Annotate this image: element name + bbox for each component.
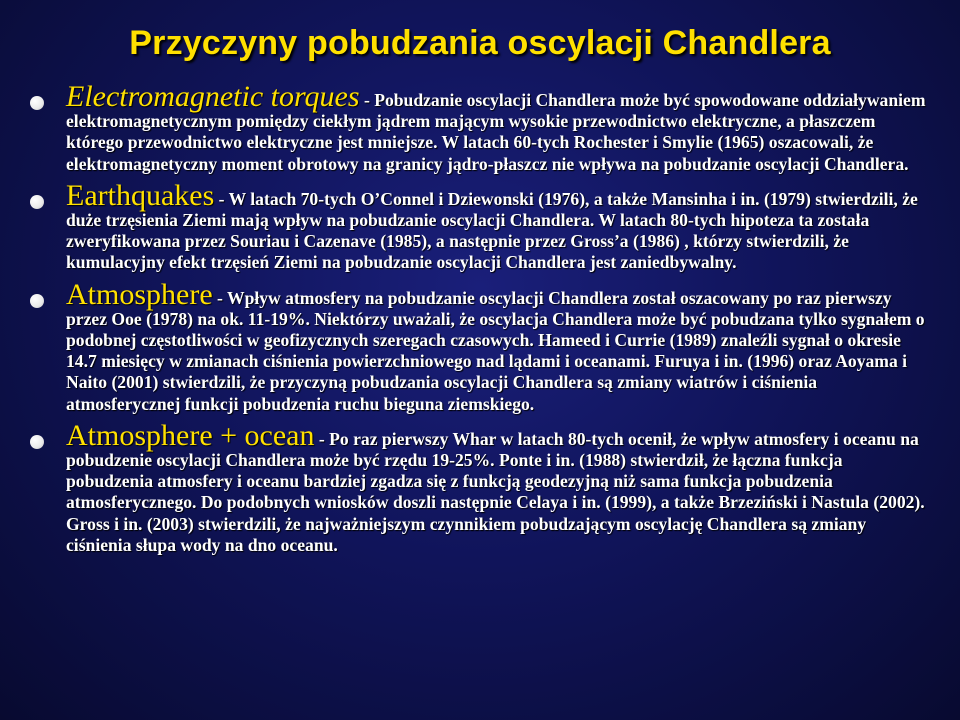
bullet-atmosphere-ocean xyxy=(30,418,930,556)
bullet-earthquakes xyxy=(30,178,930,274)
bullet-text: - W latach 70-tych O’Connel i Dziewonski (1976), a także Mansinha i in. (1979) stwierdzili, że duże trzęsienia Ziemi mają wpływ na pobudzanie oscylacji Chandlera. W latach 80-tych hipoteza ta została zweryfikowana przez Souriau i Cazenave (1985), a następnie przez Gross’a (1986) , którzy stwierdzili, że kumulacyjny efekt trzęsień Ziemi na pobudzanie oscylacji Chandlera jest zaniedbywalny. xyxy=(66,188,918,273)
bullet-electromagnetic-torques xyxy=(30,80,930,175)
bullet-text: - Pobudzanie oscylacji Chandlera może być spowodowane oddziaływaniem elektromagnetycznym pomiędzy ciekłym jądrem mającym wysokie przewodnictwo elektryczne, a płaszczem którego przewodnictwo elektryczne jest mniejsze. W latach 60-tych Rochester i Smylie (1965) oszacowali, że elektromagnetyczny moment obrotowy na granicy jądro-płaszcz nie wpływa na pobudzanie oscylacji Chandlera. xyxy=(66,90,926,174)
bullet-dot-icon xyxy=(30,294,44,308)
bullet-list xyxy=(30,80,930,556)
bullet-dot-icon xyxy=(30,435,44,449)
slide-title: Przyczyny pobudzania oscylacji Chandlera xyxy=(129,24,831,62)
bullet-atmosphere xyxy=(30,277,930,415)
bullet-heading: Atmosphere xyxy=(66,277,213,311)
bullet-heading: Electromagnetic torques xyxy=(66,80,360,113)
bullet-text: - Wpływ atmosfery na pobudzanie oscylacji Chandlera został oszacowany po raz pierwszy przez Ooe (1978) na ok. 11-19%. Niektórzy uważali, że oscylacja Chandlera może być pobudzana tylko sygnałem o podobnej częstotliwości w geofizycznych szeregach czasowych. Hameed i Currie (1989) znaleźli sygnał o okresie 14.7 miesięcy w zmianach ciśnienia powierzchniowego nad lądami i oceanami. Furuya i in. (1996) oraz Aoyama i Naito (2001) stwierdzili, że przyczyną pobudzania oscylacji Chandlera są zmiany wiatrów i ciśnienia atmosferycznej funkcji pobudzenia ruchu bieguna ziemskiego. xyxy=(66,287,925,414)
bullet-heading: Earthquakes xyxy=(66,178,215,212)
bullet-dot-icon xyxy=(30,96,44,110)
bullet-text: - Po raz pierwszy Whar w latach 80-tych ocenił, że wpływ atmosfery i oceanu na pobudzenie oscylacji Chandlera może być rzędu 19-25%. Ponte i in. (1988) stwierdził, że łączna funkcja pobudzenia atmosfery i oceanu bardziej zgadza się z funkcją geodezyjną niż sama funkcja pobudzenia atmosferycznego. Do podobnych wniosków doszli następnie Celaya i in. (1999), a także Brzeziński i Nastula (2002). Gross i in. (2003) stwierdzili, że najważniejszym czynnikiem pobudzającym oscylację Chandlera są zmiany ciśnienia słupa wody na dno oceanu. xyxy=(66,428,925,555)
bullet-heading: Atmosphere + ocean xyxy=(66,418,315,452)
bullet-dot-icon xyxy=(30,195,44,209)
